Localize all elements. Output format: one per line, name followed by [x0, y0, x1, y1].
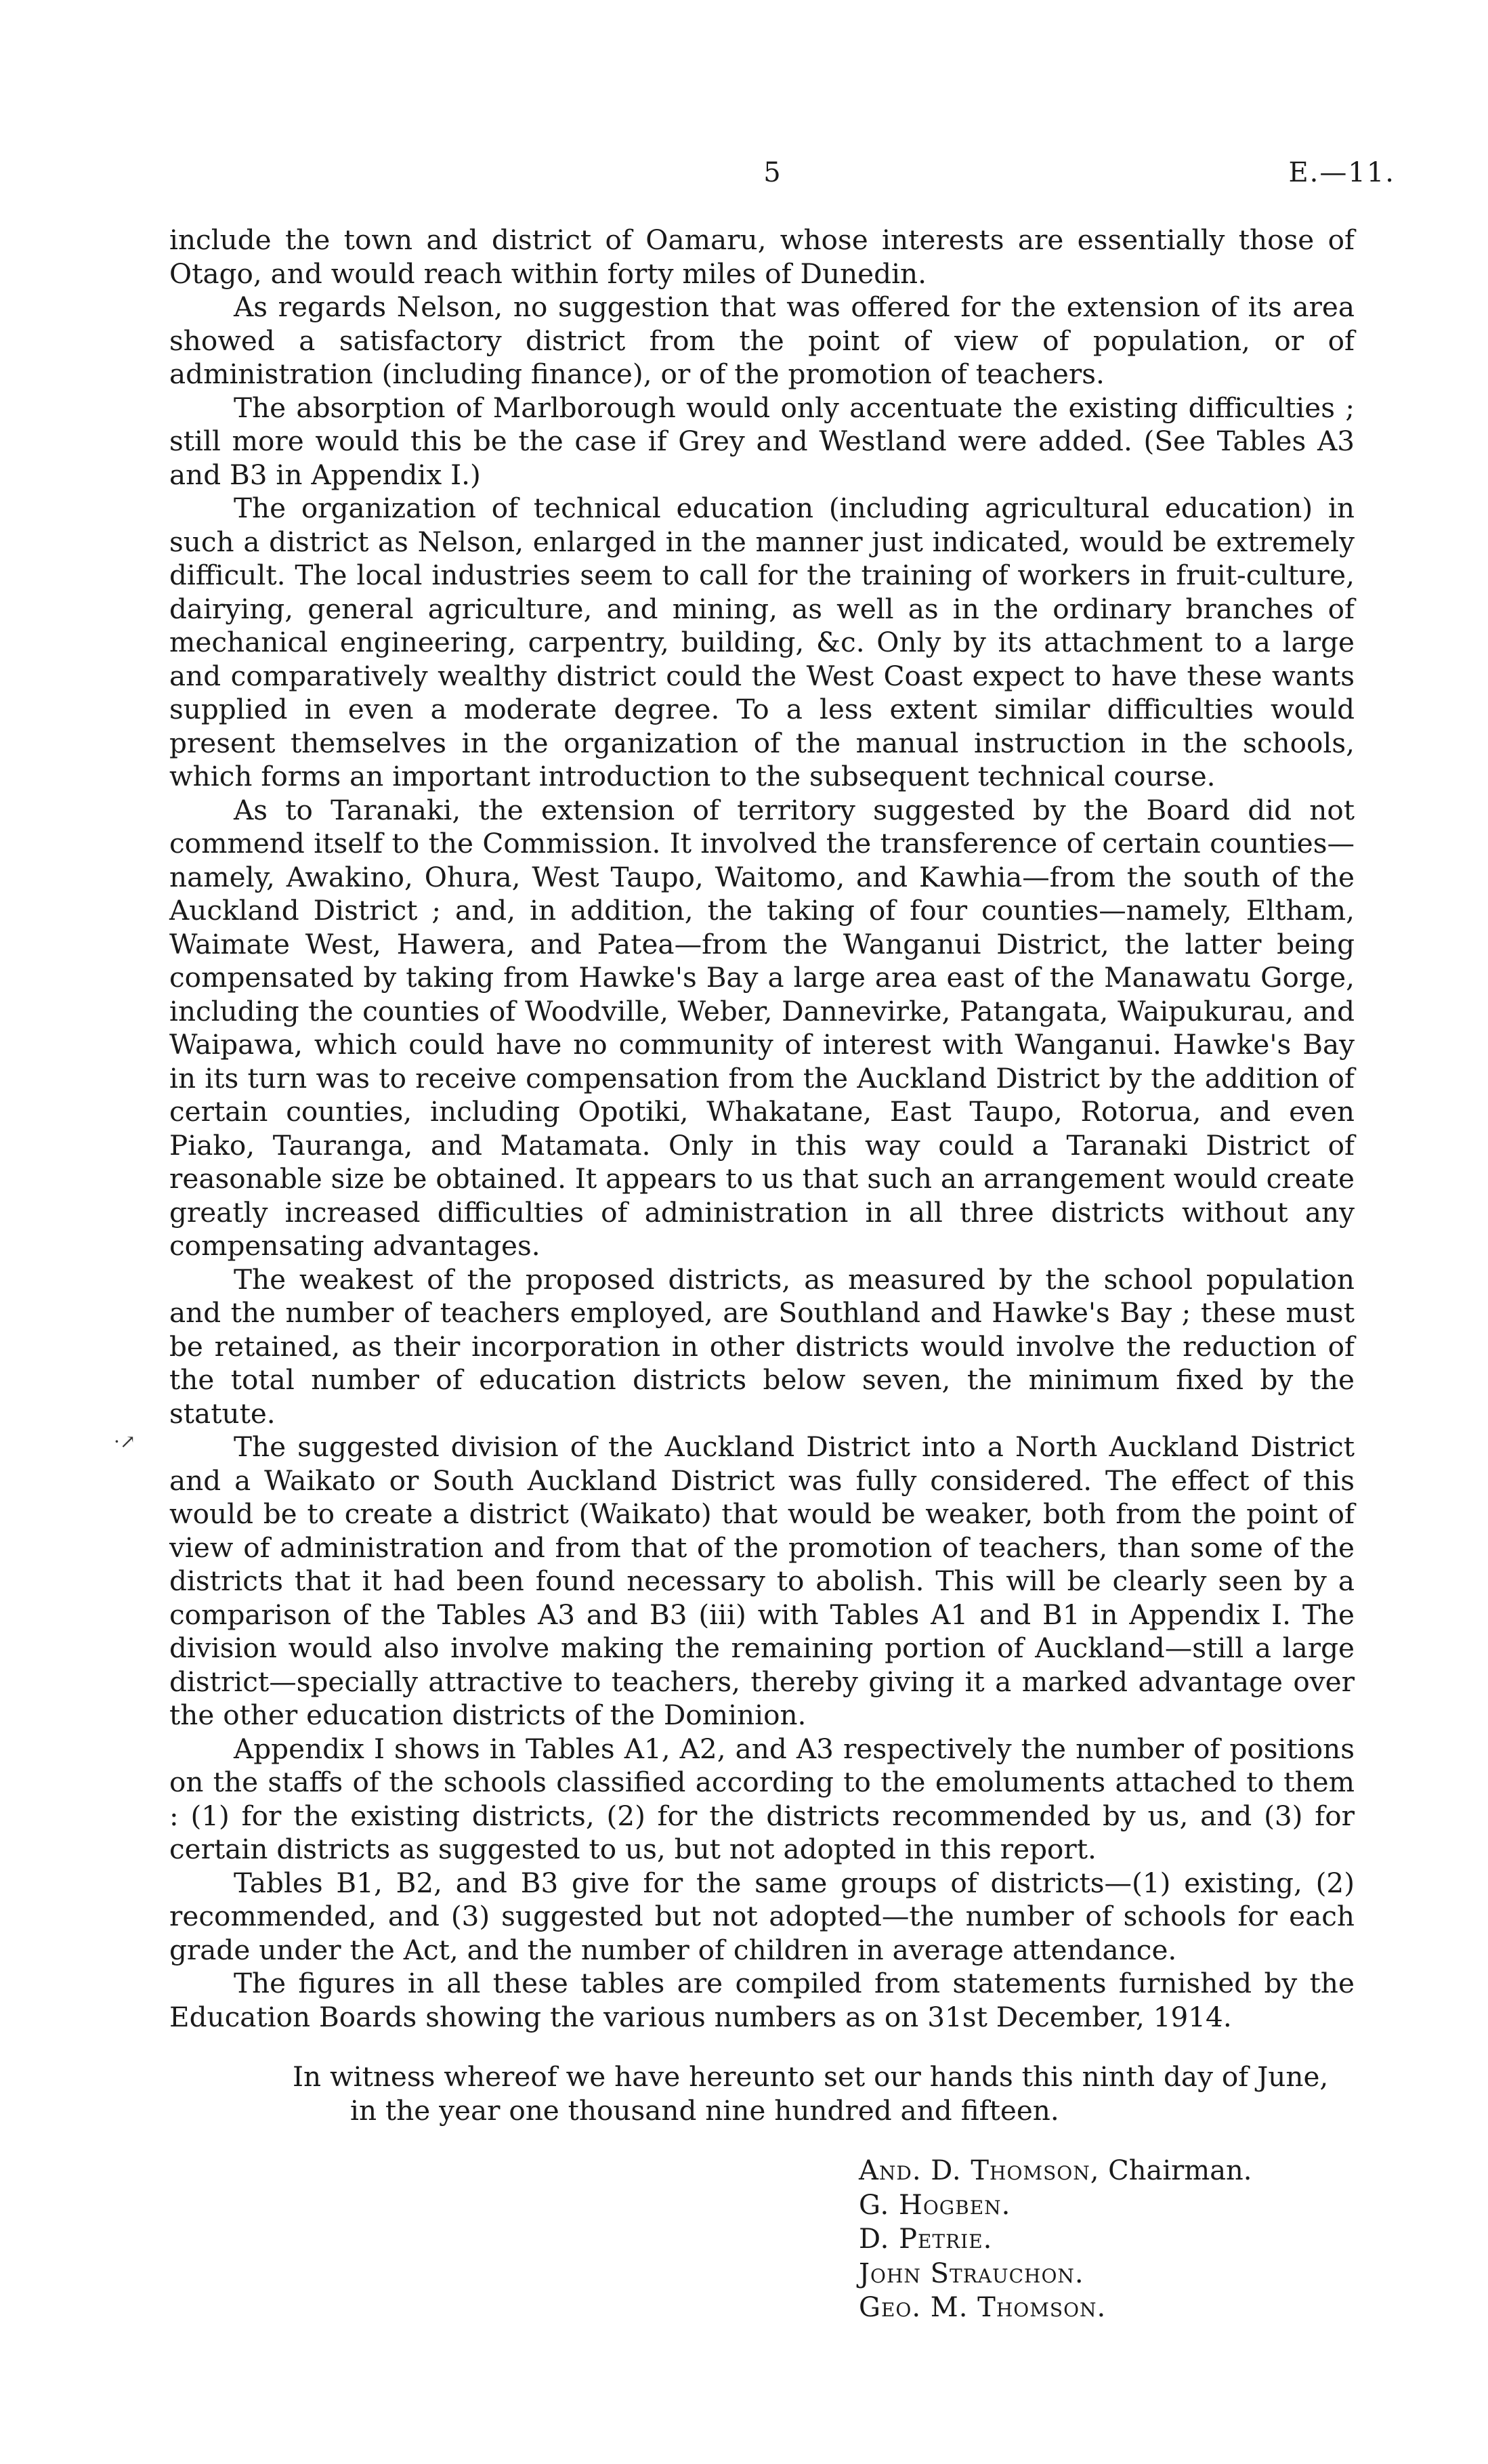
signature-block — [859, 2154, 1346, 2325]
signature-name: G. Hogben. — [859, 2189, 1011, 2221]
signature-name: D. Petrie. — [859, 2224, 993, 2255]
signature-hogben — [859, 2188, 1346, 2223]
report-body — [169, 224, 1355, 2034]
paragraph-technical-education: The organization of technical education (including agricultural education) in such a district as Nelson, enlarged in the manner just indicated, would be extremely difficult. The local industries seem to call for the training of workers in fruit-culture, dairying, general agriculture, and mining, as well as in the ordinary branches of mechanical engineering, carpentry, building, &c. Only by its attachment to a large and comparatively wealthy district could the West Coast expect to have these wants supplied in even a moderate degree. To a less extent similar difficulties would present themselves in the organization of the manual instruction in the schools, which forms an important introduction to the subsequent technical course. — [169, 492, 1355, 792]
signature-name: Geo. M. Thomson. — [859, 2292, 1107, 2323]
signature-strauchon — [859, 2257, 1346, 2291]
paragraph-weakest-districts: The weakest of the proposed districts, as measured by the school population and the number of teachers employed, are Southland and Hawke's Bay ; these must be retained, as their incorporation in other districts would involve the reduction of the total number of education districts below seven, the minimum fixed by the statute. — [169, 1262, 1355, 1430]
signature-name: John Strauchon. — [859, 2257, 1084, 2289]
witness-clause — [293, 2060, 1349, 2127]
paragraph-appendix-tables-a: Appendix I shows in Tables A1, A2, and A3 respectively the number of positions on the staffs of the schools classified according to the emoluments attached to them : (1) for the existing districts, (2) for the districts recommended by us, and (3) for certain districts as suggested to us, but not adopted in this report. — [169, 1732, 1355, 1865]
paragraph-auckland-division: The suggested division of the Auckland District into a North Auckland District and a Waikato or South Auckland District was fully considered. The effect of this would be to create a district (Waikato) that would be weaker, both from the point of view of administration and from that of the promotion of teachers, than some of the districts that it had been found necessary to abolish. This will be clearly seen by a comparison of the Tables A3 and B3 (iii) with Tables A1 and B1 in Appendix I. The division would also involve making the remaining portion of Auckland—still a large district—specially attractive to teachers, thereby giving it a marked advantage over the other education districts of the Dominion. — [169, 1430, 1355, 1731]
witness-line-2: in the year one thousand nine hundred and fifteen. — [350, 2094, 1059, 2127]
paragraph-nelson: As regards Nelson, no suggestion that was offered for the extension of its area showed a satisfactory district from the point of view of population, or of administration (including finance), or of the promotion of teachers. — [169, 291, 1355, 390]
page-number: 5 — [763, 157, 781, 188]
paragraph-oamaru: include the town and district of Oamaru, whose interests are essentially those of Otago, and would reach within forty miles of Dunedin. — [169, 224, 1355, 290]
signature-petrie — [859, 2222, 1346, 2257]
paragraph-figures-source: The figures in all these tables are compiled from statements furnished by the Education Boards showing the various numbers as on 31st December, 1914. — [169, 1967, 1355, 2033]
witness-line-1: In witness whereof we have hereunto set our hands this ninth day of June, — [293, 2060, 1329, 2093]
margin-mark: ·↗ — [114, 1430, 136, 1453]
signature-geo-thomson — [859, 2291, 1346, 2325]
paragraph-taranaki: As to Taranaki, the extension of territory suggested by the Board did not commend itself to the Commission. It involved the transference of certain counties—namely, Awakino, Ohura, West Taupo, Waitomo, and Kawhia—from the south of the Auckland District ; and, in addition, the taking of four counties—namely, Eltham, Waimate West, Hawera, and Patea—from the Wanganui District, the latter being compensated by taking from Hawke's Bay a large area east of the Manawatu Gorge, including the counties of Woodville, Weber, Dannevirke, Patangata, Waipukurau, and Waipawa, which could have no community of interest with Wanganui. Hawke's Bay in its turn was to receive compensation from the Auckland District by the addition of certain counties, including Opotiki, Whakatane, East Taupo, Rotorua, and even Piako, Tauranga, and Matamata. Only in this way could a Taranaki District of reasonable size be obtained. It appears to us that such an arrangement would create greatly increased difficulties of administration in all three districts without any compensating advantages. — [169, 793, 1355, 1262]
signature-name: And. D. Thomson, — [859, 2155, 1100, 2186]
signature-role: Chairman. — [1099, 2155, 1252, 2186]
signature-chairman — [859, 2154, 1346, 2188]
paragraph-marlborough: The absorption of Marlborough would only accentuate the existing difficulties ; still more would this be the case if Grey and Westland were added. (See Tables A3 and B3 in Appendix I.) — [169, 391, 1355, 491]
document-reference: E.—11. — [1288, 157, 1395, 188]
paragraph-tables-b: Tables B1, B2, and B3 give for the same groups of districts—(1) existing, (2) recommended, and (3) suggested but not adopted—the number of schools for each grade under the Act, and the number of children in average attendance. — [169, 1866, 1355, 1966]
